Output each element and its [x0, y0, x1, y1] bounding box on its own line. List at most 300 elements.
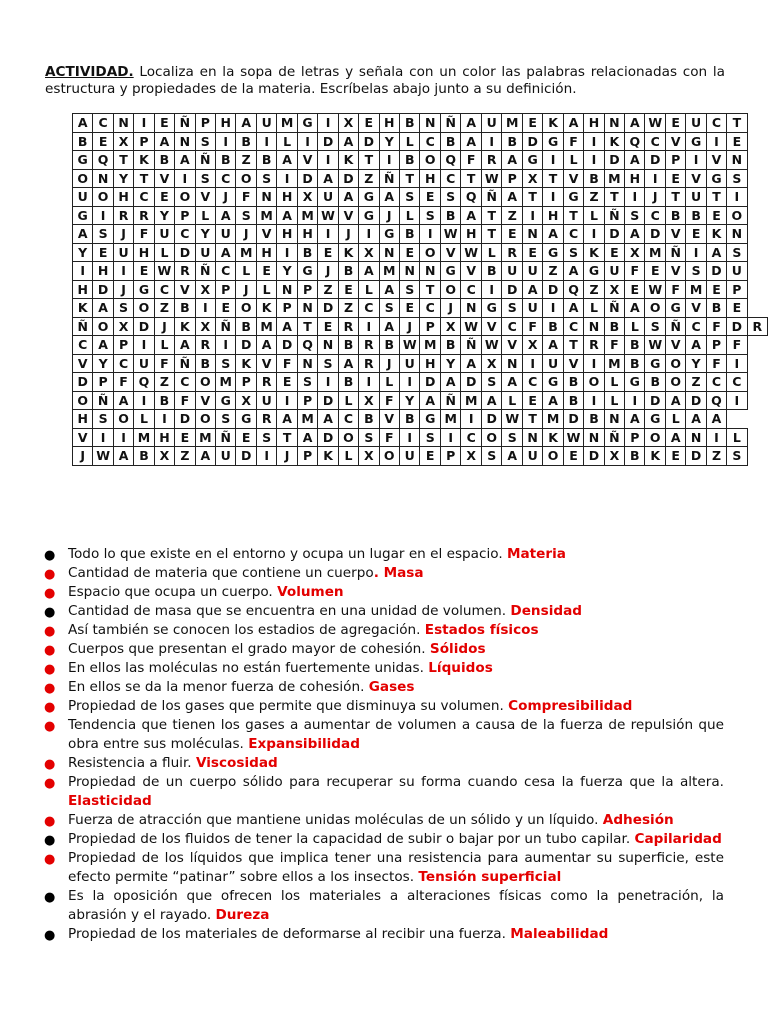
grid-letter[interactable]: D: [420, 373, 440, 392]
grid-letter[interactable]: F: [666, 280, 686, 299]
grid-letter[interactable]: I: [543, 188, 563, 207]
grid-letter[interactable]: Ñ: [195, 151, 215, 170]
grid-letter[interactable]: H: [420, 354, 440, 373]
grid-letter[interactable]: T: [399, 169, 420, 188]
grid-letter[interactable]: A: [379, 188, 399, 207]
grid-letter[interactable]: Q: [625, 132, 645, 151]
grid-letter[interactable]: Y: [154, 206, 175, 225]
grid-letter[interactable]: A: [666, 391, 686, 410]
grid-letter[interactable]: G: [584, 262, 604, 281]
grid-letter[interactable]: H: [256, 243, 276, 262]
grid-letter[interactable]: S: [256, 428, 276, 447]
grid-letter[interactable]: V: [175, 280, 195, 299]
grid-letter[interactable]: A: [154, 132, 175, 151]
grid-letter[interactable]: M: [686, 280, 706, 299]
grid-letter[interactable]: O: [93, 317, 114, 336]
grid-letter[interactable]: J: [379, 354, 399, 373]
grid-letter[interactable]: N: [584, 428, 604, 447]
grid-letter[interactable]: H: [297, 225, 317, 244]
grid-letter[interactable]: M: [216, 373, 236, 392]
grid-letter[interactable]: C: [113, 354, 133, 373]
grid-letter[interactable]: K: [543, 114, 563, 133]
grid-letter[interactable]: R: [584, 336, 604, 355]
grid-letter[interactable]: W: [481, 169, 502, 188]
grid-letter[interactable]: J: [338, 225, 358, 244]
grid-letter[interactable]: X: [338, 114, 358, 133]
grid-letter[interactable]: V: [154, 169, 175, 188]
grid-letter[interactable]: G: [543, 132, 563, 151]
grid-letter[interactable]: C: [216, 169, 236, 188]
grid-letter[interactable]: E: [216, 299, 236, 318]
grid-letter[interactable]: I: [134, 391, 154, 410]
grid-letter[interactable]: A: [481, 391, 502, 410]
grid-letter[interactable]: I: [216, 336, 236, 355]
grid-letter[interactable]: B: [297, 243, 317, 262]
grid-letter[interactable]: A: [359, 262, 379, 281]
grid-letter[interactable]: V: [256, 225, 276, 244]
grid-letter[interactable]: J: [379, 206, 399, 225]
grid-letter[interactable]: O: [727, 206, 747, 225]
grid-letter[interactable]: A: [93, 336, 114, 355]
grid-letter[interactable]: E: [93, 132, 114, 151]
grid-letter[interactable]: J: [277, 447, 297, 466]
grid-letter[interactable]: C: [563, 225, 584, 244]
grid-letter[interactable]: N: [604, 114, 624, 133]
grid-letter[interactable]: P: [297, 391, 317, 410]
grid-letter[interactable]: A: [502, 447, 523, 466]
grid-letter[interactable]: N: [277, 280, 297, 299]
grid-letter[interactable]: V: [195, 188, 215, 207]
grid-letter[interactable]: K: [73, 299, 93, 318]
grid-letter[interactable]: I: [297, 132, 317, 151]
grid-letter[interactable]: A: [338, 188, 358, 207]
grid-letter[interactable]: P: [236, 373, 256, 392]
grid-letter[interactable]: V: [666, 336, 686, 355]
grid-letter[interactable]: A: [563, 262, 584, 281]
grid-letter[interactable]: Y: [73, 243, 93, 262]
grid-letter[interactable]: V: [706, 151, 726, 170]
grid-letter[interactable]: A: [625, 299, 645, 318]
grid-letter[interactable]: P: [93, 373, 114, 392]
grid-letter[interactable]: L: [666, 410, 686, 429]
grid-letter[interactable]: M: [236, 243, 256, 262]
grid-letter[interactable]: B: [481, 262, 502, 281]
grid-letter[interactable]: I: [318, 114, 339, 133]
grid-letter[interactable]: I: [277, 391, 297, 410]
grid-letter[interactable]: S: [420, 206, 440, 225]
grid-letter[interactable]: V: [666, 262, 686, 281]
grid-letter[interactable]: I: [420, 225, 440, 244]
grid-letter[interactable]: Q: [297, 336, 317, 355]
grid-letter[interactable]: E: [338, 280, 358, 299]
grid-letter[interactable]: E: [236, 428, 256, 447]
grid-letter[interactable]: I: [195, 299, 215, 318]
grid-letter[interactable]: U: [113, 243, 133, 262]
grid-letter[interactable]: Z: [584, 280, 604, 299]
grid-letter[interactable]: I: [359, 225, 379, 244]
grid-letter[interactable]: Ñ: [440, 114, 461, 133]
grid-letter[interactable]: N: [727, 151, 747, 170]
grid-letter[interactable]: I: [93, 428, 114, 447]
grid-letter[interactable]: K: [706, 225, 726, 244]
grid-letter[interactable]: S: [727, 243, 747, 262]
grid-letter[interactable]: F: [379, 428, 399, 447]
grid-letter[interactable]: D: [604, 151, 624, 170]
grid-letter[interactable]: U: [216, 447, 236, 466]
grid-letter[interactable]: H: [93, 262, 114, 281]
grid-letter[interactable]: E: [256, 262, 276, 281]
grid-letter[interactable]: G: [236, 410, 256, 429]
grid-letter[interactable]: D: [175, 410, 195, 429]
grid-letter[interactable]: V: [666, 225, 686, 244]
grid-letter[interactable]: I: [686, 151, 706, 170]
grid-letter[interactable]: C: [645, 206, 666, 225]
grid-letter[interactable]: N: [297, 299, 317, 318]
grid-letter[interactable]: A: [277, 317, 297, 336]
grid-letter[interactable]: I: [359, 317, 379, 336]
grid-letter[interactable]: F: [379, 391, 399, 410]
grid-letter[interactable]: E: [686, 225, 706, 244]
grid-letter[interactable]: Ñ: [175, 354, 195, 373]
grid-letter[interactable]: D: [481, 410, 502, 429]
grid-letter[interactable]: D: [236, 336, 256, 355]
grid-letter[interactable]: N: [297, 354, 317, 373]
grid-letter[interactable]: C: [93, 114, 114, 133]
grid-letter[interactable]: R: [113, 206, 133, 225]
grid-letter[interactable]: K: [256, 299, 276, 318]
grid-letter[interactable]: T: [481, 206, 502, 225]
grid-letter[interactable]: A: [686, 410, 706, 429]
grid-letter[interactable]: M: [256, 317, 276, 336]
grid-letter[interactable]: K: [584, 243, 604, 262]
grid-letter[interactable]: T: [522, 188, 542, 207]
grid-letter[interactable]: C: [73, 336, 93, 355]
grid-letter[interactable]: I: [318, 151, 339, 170]
grid-letter[interactable]: N: [461, 299, 482, 318]
grid-letter[interactable]: U: [399, 354, 420, 373]
grid-letter[interactable]: Q: [563, 280, 584, 299]
grid-letter[interactable]: Y: [379, 132, 399, 151]
grid-letter[interactable]: C: [216, 262, 236, 281]
grid-letter[interactable]: T: [134, 169, 154, 188]
grid-letter[interactable]: A: [543, 225, 563, 244]
grid-letter[interactable]: S: [113, 299, 133, 318]
grid-letter[interactable]: E: [154, 114, 175, 133]
grid-letter[interactable]: A: [113, 391, 133, 410]
grid-letter[interactable]: V: [686, 299, 706, 318]
grid-letter[interactable]: P: [440, 447, 461, 466]
grid-letter[interactable]: M: [134, 428, 154, 447]
grid-letter[interactable]: K: [645, 447, 666, 466]
grid-letter[interactable]: W: [645, 280, 666, 299]
grid-letter[interactable]: I: [399, 373, 420, 392]
grid-letter[interactable]: A: [625, 114, 645, 133]
grid-letter[interactable]: D: [93, 280, 114, 299]
grid-letter[interactable]: B: [543, 317, 563, 336]
grid-letter[interactable]: A: [686, 336, 706, 355]
grid-letter[interactable]: R: [481, 151, 502, 170]
grid-letter[interactable]: O: [420, 151, 440, 170]
grid-letter[interactable]: S: [399, 280, 420, 299]
grid-letter[interactable]: W: [318, 206, 339, 225]
grid-letter[interactable]: H: [277, 188, 297, 207]
grid-letter[interactable]: E: [666, 447, 686, 466]
grid-letter[interactable]: A: [379, 317, 399, 336]
grid-letter[interactable]: P: [113, 336, 133, 355]
grid-letter[interactable]: I: [727, 391, 747, 410]
grid-letter[interactable]: T: [277, 428, 297, 447]
grid-letter[interactable]: F: [625, 262, 645, 281]
grid-letter[interactable]: I: [584, 132, 604, 151]
grid-letter[interactable]: O: [645, 428, 666, 447]
grid-letter[interactable]: I: [706, 428, 726, 447]
grid-letter[interactable]: S: [399, 188, 420, 207]
grid-letter[interactable]: S: [645, 317, 666, 336]
grid-letter[interactable]: G: [645, 410, 666, 429]
grid-letter[interactable]: V: [256, 354, 276, 373]
grid-letter[interactable]: W: [461, 243, 482, 262]
grid-letter[interactable]: X: [195, 317, 215, 336]
grid-letter[interactable]: X: [461, 447, 482, 466]
grid-letter[interactable]: I: [727, 188, 747, 207]
grid-letter[interactable]: S: [379, 299, 399, 318]
grid-letter[interactable]: S: [93, 410, 114, 429]
grid-letter[interactable]: U: [522, 299, 542, 318]
grid-letter[interactable]: Z: [502, 206, 523, 225]
grid-letter[interactable]: T: [522, 410, 542, 429]
grid-letter[interactable]: A: [543, 336, 563, 355]
grid-letter[interactable]: F: [236, 188, 256, 207]
grid-letter[interactable]: O: [73, 169, 93, 188]
grid-letter[interactable]: I: [277, 243, 297, 262]
grid-letter[interactable]: S: [727, 169, 747, 188]
grid-letter[interactable]: L: [563, 151, 584, 170]
grid-letter[interactable]: D: [236, 447, 256, 466]
grid-letter[interactable]: T: [461, 169, 482, 188]
grid-letter[interactable]: S: [318, 354, 339, 373]
grid-letter[interactable]: N: [318, 336, 339, 355]
grid-letter[interactable]: L: [134, 410, 154, 429]
grid-letter[interactable]: Y: [93, 354, 114, 373]
grid-letter[interactable]: S: [625, 206, 645, 225]
grid-letter[interactable]: D: [73, 373, 93, 392]
grid-letter[interactable]: V: [686, 169, 706, 188]
grid-letter[interactable]: Z: [543, 262, 563, 281]
grid-letter[interactable]: I: [134, 114, 154, 133]
grid-letter[interactable]: H: [216, 114, 236, 133]
grid-letter[interactable]: O: [338, 428, 358, 447]
grid-letter[interactable]: A: [625, 225, 645, 244]
grid-letter[interactable]: I: [625, 391, 645, 410]
grid-letter[interactable]: C: [502, 317, 523, 336]
grid-letter[interactable]: I: [113, 262, 133, 281]
grid-letter[interactable]: T: [604, 188, 624, 207]
grid-letter[interactable]: A: [461, 354, 482, 373]
grid-letter[interactable]: F: [522, 317, 542, 336]
grid-letter[interactable]: Z: [338, 299, 358, 318]
grid-letter[interactable]: S: [420, 428, 440, 447]
grid-letter[interactable]: Ñ: [216, 317, 236, 336]
grid-letter[interactable]: C: [175, 373, 195, 392]
grid-letter[interactable]: N: [502, 354, 523, 373]
grid-letter[interactable]: P: [216, 280, 236, 299]
grid-letter[interactable]: I: [686, 243, 706, 262]
grid-letter[interactable]: I: [134, 336, 154, 355]
grid-letter[interactable]: S: [216, 354, 236, 373]
grid-letter[interactable]: T: [113, 151, 133, 170]
grid-letter[interactable]: L: [338, 391, 358, 410]
grid-letter[interactable]: D: [359, 132, 379, 151]
grid-letter[interactable]: G: [420, 410, 440, 429]
grid-letter[interactable]: A: [195, 447, 215, 466]
grid-letter[interactable]: X: [522, 169, 542, 188]
grid-letter[interactable]: S: [727, 447, 747, 466]
grid-letter[interactable]: W: [645, 114, 666, 133]
grid-letter[interactable]: A: [461, 206, 482, 225]
grid-letter[interactable]: G: [706, 169, 726, 188]
grid-letter[interactable]: W: [399, 336, 420, 355]
grid-letter[interactable]: O: [93, 188, 114, 207]
grid-letter[interactable]: H: [461, 225, 482, 244]
grid-letter[interactable]: G: [134, 280, 154, 299]
grid-letter[interactable]: I: [481, 280, 502, 299]
grid-letter[interactable]: H: [113, 188, 133, 207]
grid-letter[interactable]: G: [666, 299, 686, 318]
grid-letter[interactable]: D: [461, 373, 482, 392]
grid-letter[interactable]: V: [502, 336, 523, 355]
grid-letter[interactable]: F: [461, 151, 482, 170]
grid-letter[interactable]: G: [481, 299, 502, 318]
grid-letter[interactable]: Ñ: [216, 428, 236, 447]
grid-letter[interactable]: O: [666, 354, 686, 373]
grid-letter[interactable]: B: [73, 132, 93, 151]
grid-letter[interactable]: S: [686, 262, 706, 281]
grid-letter[interactable]: U: [73, 188, 93, 207]
grid-letter[interactable]: A: [216, 243, 236, 262]
grid-letter[interactable]: A: [706, 410, 726, 429]
grid-letter[interactable]: N: [420, 262, 440, 281]
grid-letter[interactable]: V: [338, 206, 358, 225]
grid-letter[interactable]: P: [502, 169, 523, 188]
grid-letter[interactable]: F: [706, 354, 726, 373]
grid-letter[interactable]: A: [666, 428, 686, 447]
grid-letter[interactable]: G: [73, 151, 93, 170]
grid-letter[interactable]: D: [134, 317, 154, 336]
grid-letter[interactable]: U: [216, 225, 236, 244]
grid-letter[interactable]: X: [154, 447, 175, 466]
grid-letter[interactable]: X: [195, 280, 215, 299]
grid-letter[interactable]: L: [236, 262, 256, 281]
grid-letter[interactable]: F: [706, 317, 726, 336]
grid-letter[interactable]: C: [134, 188, 154, 207]
grid-letter[interactable]: E: [666, 114, 686, 133]
grid-letter[interactable]: L: [359, 280, 379, 299]
grid-letter[interactable]: I: [318, 225, 339, 244]
grid-letter[interactable]: I: [584, 225, 604, 244]
grid-letter[interactable]: B: [440, 336, 461, 355]
grid-letter[interactable]: Z: [318, 280, 339, 299]
grid-letter[interactable]: S: [236, 206, 256, 225]
grid-letter[interactable]: C: [727, 373, 747, 392]
grid-letter[interactable]: I: [727, 354, 747, 373]
grid-letter[interactable]: A: [113, 447, 133, 466]
grid-letter[interactable]: S: [297, 373, 317, 392]
grid-letter[interactable]: W: [645, 336, 666, 355]
grid-letter[interactable]: T: [727, 114, 747, 133]
grid-letter[interactable]: Ñ: [666, 243, 686, 262]
grid-letter[interactable]: R: [338, 317, 358, 336]
grid-letter[interactable]: I: [379, 151, 399, 170]
grid-letter[interactable]: U: [686, 188, 706, 207]
grid-letter[interactable]: X: [604, 447, 624, 466]
grid-letter[interactable]: T: [563, 206, 584, 225]
grid-letter[interactable]: Q: [440, 151, 461, 170]
grid-letter[interactable]: L: [277, 132, 297, 151]
grid-letter[interactable]: Y: [440, 354, 461, 373]
grid-letter[interactable]: T: [297, 317, 317, 336]
grid-letter[interactable]: O: [195, 410, 215, 429]
grid-letter[interactable]: T: [420, 280, 440, 299]
grid-letter[interactable]: A: [502, 188, 523, 207]
grid-letter[interactable]: D: [563, 410, 584, 429]
grid-letter[interactable]: D: [318, 299, 339, 318]
grid-letter[interactable]: B: [645, 373, 666, 392]
grid-letter[interactable]: G: [297, 114, 317, 133]
grid-letter[interactable]: D: [645, 225, 666, 244]
grid-letter[interactable]: X: [236, 391, 256, 410]
grid-letter[interactable]: A: [236, 114, 256, 133]
grid-letter[interactable]: S: [481, 447, 502, 466]
grid-letter[interactable]: D: [522, 132, 542, 151]
grid-letter[interactable]: N: [727, 225, 747, 244]
grid-letter[interactable]: C: [154, 280, 175, 299]
grid-letter[interactable]: C: [420, 132, 440, 151]
grid-letter[interactable]: C: [522, 373, 542, 392]
grid-letter[interactable]: E: [175, 428, 195, 447]
grid-letter[interactable]: I: [522, 354, 542, 373]
grid-letter[interactable]: D: [338, 169, 358, 188]
grid-letter[interactable]: S: [502, 428, 523, 447]
grid-letter[interactable]: B: [338, 262, 358, 281]
grid-letter[interactable]: K: [338, 243, 358, 262]
grid-letter[interactable]: Ñ: [666, 317, 686, 336]
grid-letter[interactable]: P: [134, 132, 154, 151]
grid-letter[interactable]: Ñ: [195, 262, 215, 281]
grid-letter[interactable]: J: [113, 225, 133, 244]
grid-letter[interactable]: S: [216, 410, 236, 429]
grid-letter[interactable]: B: [584, 410, 604, 429]
grid-letter[interactable]: V: [481, 317, 502, 336]
grid-letter[interactable]: V: [461, 262, 482, 281]
grid-letter[interactable]: I: [543, 299, 563, 318]
grid-letter[interactable]: X: [604, 280, 624, 299]
grid-letter[interactable]: E: [727, 299, 747, 318]
grid-letter[interactable]: E: [154, 188, 175, 207]
grid-letter[interactable]: Ñ: [604, 299, 624, 318]
grid-letter[interactable]: Ñ: [175, 114, 195, 133]
grid-letter[interactable]: E: [399, 299, 420, 318]
grid-letter[interactable]: V: [563, 354, 584, 373]
grid-letter[interactable]: I: [522, 206, 542, 225]
grid-letter[interactable]: M: [195, 428, 215, 447]
grid-letter[interactable]: L: [379, 373, 399, 392]
grid-letter[interactable]: A: [625, 151, 645, 170]
grid-letter[interactable]: H: [73, 280, 93, 299]
grid-letter[interactable]: B: [604, 317, 624, 336]
grid-letter[interactable]: T: [359, 151, 379, 170]
grid-letter[interactable]: E: [502, 225, 523, 244]
grid-letter[interactable]: H: [584, 114, 604, 133]
